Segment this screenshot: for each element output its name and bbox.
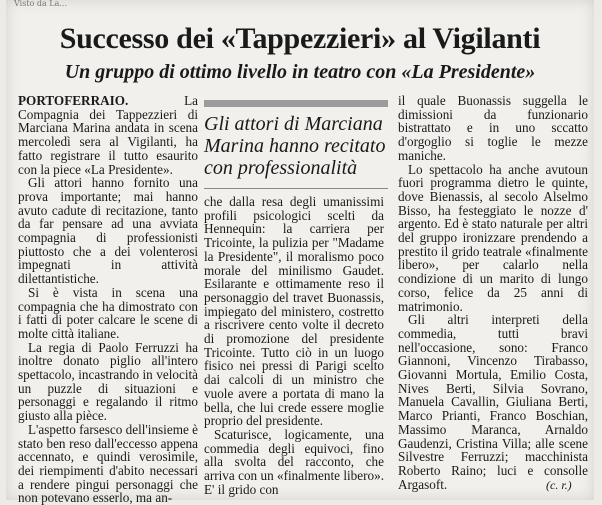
- paragraph: Si è vista in scena una compagnia che ha dimostrato con i fatti di poter calcare le scene di molte città italiane.: [18, 284, 198, 341]
- paragraph: L'aspetto farsesco dell'insieme è stato ben reso dall'eccesso appena accennato, e quindi verosimile, dei riempimenti d'abito necessari a rendere pingui personaggi che non potevano esserlo, ma an-: [18, 421, 198, 505]
- paragraph: PORTOFERRAIO. La Compagnia dei Tappezzieri di Marciana Marina andata in scena mercoledì sera al Vigilanti, ha fatto registrare il tutto esaurito con la piece «La Presidente».: [18, 93, 198, 177]
- dateline: PORTOFERRAIO.: [18, 93, 129, 108]
- paragraph: Gli altri interpreti della commedia, tutti bravi nell'occasione, sono: Franco Giannoni, Vincenzo Tirabasso, Giovanni Mortula, Emilio Costa, Nives Berti, Silvia Sovrano, Manuela Cavallin, Giuliana Berti, Marco Prianti, Franco Boschian, Massimo Maranca, Arnaldo Gaudenzi, Cristina Villa; alle scene Silvestre Ferruzzi; macchinista Roberto Raino; luci e consolle Argasoft.: [398, 312, 588, 492]
- article-column-3: [398, 94, 588, 496]
- divider: [204, 188, 388, 189]
- paragraph: che dalla resa degli umanissimi profili psicologici scelti da Hennequin: la carriera per Tricointe, la pulizia per "Madame la Presidente", il moralismo poco morale del minilismo Gaudet. Esilarante e ottimamente reso il personaggio del travet Buonassis, impiegato del ministero, costretto a riscrivere cento volte il decreto di promozione del presidente Tricointe. Tutto ciò in un luogo fisico nei pressi di Parigi scelto dai calcoli di un ministro che vuole avere a portata di mano la bella, che lui crede essere moglie proprio del presidente.: [204, 194, 384, 429]
- headline: Successo dei «Tappezzieri» al Vigilanti: [59, 22, 541, 55]
- newspaper-clipping: [6, 0, 594, 505]
- author-signature: (c. r.): [546, 478, 572, 492]
- pull-quote: Gli attori di Marciana Marina hanno recitato con professionalità: [204, 100, 388, 188]
- top-strip: Visto da La...: [14, 0, 68, 8]
- article-column-2: [204, 195, 384, 495]
- paragraph: Gli attori hanno fornito una prova importante; mai hanno avuto cadute di recitazione, tanto da far pensare ad una avviata compagnia di professionisti piuttosto che a dei volenterosi impegnati in attività dilettantistiche.: [18, 175, 198, 287]
- paragraph: il quale Buonassis suggella le dimissioni da funzionario bistrattato e in uno sccatto d'orgoglio si toglie le mezze maniche.: [398, 93, 588, 163]
- paragraph: Lo spettacolo ha anche avutoun fuori programma dietro le quinte, dove Bienassis, al secolo Alselmo Bisso, ha festeggiato le nozze d' argento. Ed è stato naturale per altri del gruppo ironizzare prendendo a prestito il grido teatrale «finalmente libero», per calarlo nella condizione di un marito di lungo corso, felice da 25 anni di matrimonio.: [398, 161, 588, 314]
- article-column-1: [18, 93, 198, 505]
- paragraph: La regia di Paolo Ferruzzi ha inoltre donato piglio all'intero spettacolo, incastrando in velocità un puzzle di situazioni e personaggi e regalando il ritmo giusto alla pièce.: [18, 339, 198, 424]
- subhead: Un gruppo di ottimo livello in teatro con «La Presidente»: [64, 61, 536, 83]
- paragraph: Scaturisce, logicamente, una commedia degli equivoci, fino alla svolta del racconto, che arriva con un «finalmente libero». E' il grido con: [204, 426, 384, 497]
